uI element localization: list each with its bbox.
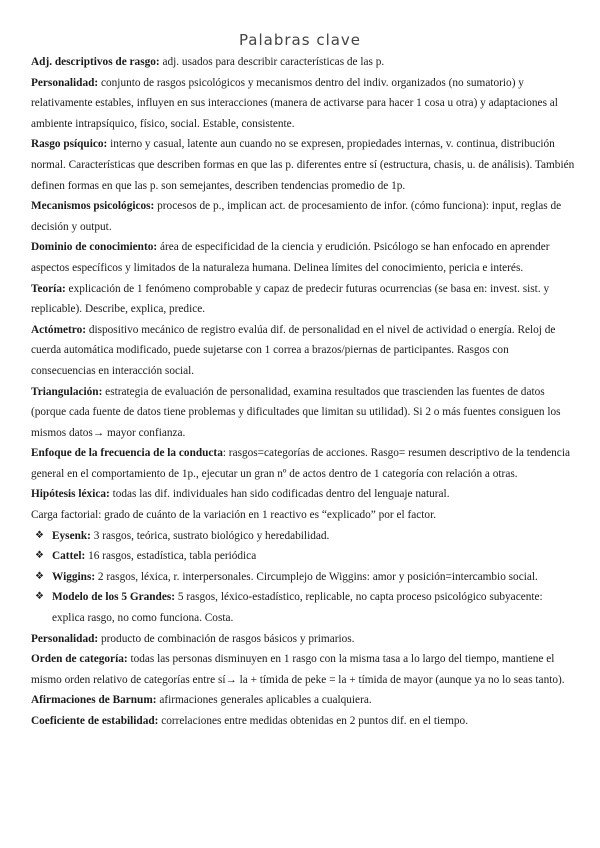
entry-text: conjunto de rasgos psicológicos y mecanismos dentro del indiv. organizados (no sumatorio) y relativamente estables, influyen en sus interacciones (manera de activarse para hacer 1 cosa u otra) y adaptaciones al ambiente intrapsíquico, físico, social. Estable, consistente. — [31, 76, 558, 130]
entry-text: : rasgos=categorías de acciones. Rasgo= resumen descriptivo de la tendencia general en el comportamiento de 1p., ejecutar un gran nº de actos dentro de 1 categoría con relación a otras. — [31, 447, 570, 480]
definition-entry — [31, 237, 576, 278]
entry-term: Triangulación: — [31, 385, 103, 398]
factor-loading-line: Carga factorial: grado de cuánto de la variación en 1 reactivo es “explicado” por el factor. — [31, 509, 437, 522]
entry-text: procesos de p., implican act. de procesamiento de infor. (cómo funciona): input, reglas de decisión y output. — [31, 200, 562, 233]
diamond-bullet-icon: ❖ — [35, 529, 44, 541]
definition-entry — [31, 279, 576, 320]
entry-text: área de especificidad de la ciencia y erudición. Psicólogo se han enfocado en aprender aspectos específicos y limitados de la naturaleza humana. Delinea límites del conocimiento, pericia e interés. — [31, 241, 550, 274]
entry-term: Mecanismos psicológicos: — [31, 200, 155, 213]
entry-term: Enfoque de la frecuencia de la conducta — [31, 447, 223, 460]
trait-model-list — [31, 526, 576, 629]
entry-term: Modelo de los 5 Grandes: — [52, 591, 176, 604]
entry-term: Personalidad: — [31, 76, 99, 89]
diamond-bullet-icon: ❖ — [35, 591, 44, 603]
definition-entry — [31, 629, 576, 650]
definition-entry — [31, 196, 576, 237]
entry-text: afirmaciones generales aplicables a cualquiera. — [156, 694, 372, 707]
entry-text: todas las personas disminuyen en 1 rasgo con la misma tasa a lo largo del tiempo, mantiene el mismo orden relativo de categorías entre sí→ la + tímida de peke = la + tímida de mayor (aunque ya no lo seas tanto). — [31, 653, 565, 686]
definition-entry — [31, 382, 576, 444]
definition-entry — [31, 690, 576, 711]
entry-term: Coeficiente de estabilidad: — [31, 715, 159, 727]
diamond-bullet-icon: ❖ — [35, 550, 44, 562]
list-item — [33, 526, 576, 547]
entry-term: Rasgo psíquico: — [31, 138, 108, 151]
entry-term: Hipótesis léxica: — [31, 488, 110, 501]
list-item — [33, 587, 576, 628]
entry-text: dispositivo mecánico de registro evalúa dif. de personalidad en el nivel de actividad o energía. Reloj de cuerda automática modificado, puede sujetarse con 1 correa a brazos/piernas de participantes. Rasgos con consecuencias en interacción social. — [31, 323, 556, 377]
entry-text: producto de combinación de rasgos básicos y primarios. — [98, 632, 355, 645]
document-body — [31, 52, 576, 732]
entry-text: adj. usados para describir características de las p. — [159, 56, 385, 68]
entry-text: estrategia de evaluación de personalidad, examina resultados que trascienden las fuentes de datos (porque cada fuente de datos tiene problemas y dificultades que limitan su utilidad). Si 2 o más fuentes consiguen los mismos datos→ mayor confianza. — [31, 385, 561, 439]
diamond-bullet-icon: ❖ — [35, 570, 44, 582]
entry-text: correlaciones entre medidas obtenidas en 2 puntos dif. en el tiempo. — [158, 715, 469, 727]
definition-entry — [31, 73, 576, 135]
definition-entry — [31, 134, 576, 196]
entry-term: Cattel: — [52, 550, 86, 563]
entry-text: 5 rasgos, léxico-estadístico, replicable, no capta proceso psicológico subyacente: explica rasgo, no como funciona. Costa. — [52, 591, 543, 625]
list-item — [33, 546, 576, 567]
entry-text: 3 rasgos, teórica, sustrato biológico y heredabilidad. — [90, 529, 330, 542]
entry-text: 16 rasgos, estadística, tabla periódica — [85, 550, 257, 563]
entry-term: Personalidad: — [31, 632, 99, 645]
entry-text: interno y casual, latente aun cuando no se expresen, propiedades internas, v. continua, distribución normal. Características que describen formas en que las p. diferentes entre sí (estructura, chasis, u. de análisis). También definen formas en que las p. son semejantes, describen tendencias promedio de 1p. — [31, 138, 575, 192]
definition-entry — [31, 320, 576, 382]
entry-term: Adj. descriptivos de rasgo: — [31, 56, 160, 68]
entry-term: Teoría: — [31, 282, 66, 295]
entry-text: explicación de 1 fenómeno comprobable y capaz de predecir futuras ocurrencias (se basa en: invest. sist. y replicable). Describe, explica, predice. — [31, 282, 550, 316]
entry-term: Wiggins: — [52, 570, 96, 583]
entry-term: Afirmaciones de Barnum: — [31, 694, 157, 707]
definition-entry — [31, 52, 576, 73]
definition-entry — [31, 711, 576, 732]
list-item — [33, 567, 576, 588]
definition-entry — [31, 649, 576, 690]
entry-term: Dominio de conocimiento: — [31, 241, 158, 254]
definition-entry — [31, 484, 576, 505]
entry-text: todas las dif. individuales han sido codificadas dentro del lenguaje natural. — [109, 488, 450, 501]
page-title: Palabras clave — [238, 31, 362, 49]
definition-entry — [31, 443, 576, 484]
entry-term: Actómetro: — [31, 323, 86, 336]
entry-term: Orden de categoría: — [31, 653, 128, 666]
entry-term: Eysenk: — [52, 529, 91, 542]
entry-text: 2 rasgos, léxica, r. interpersonales. Circumplejo de Wiggins: amor y posición=intercambio social. — [95, 570, 538, 583]
